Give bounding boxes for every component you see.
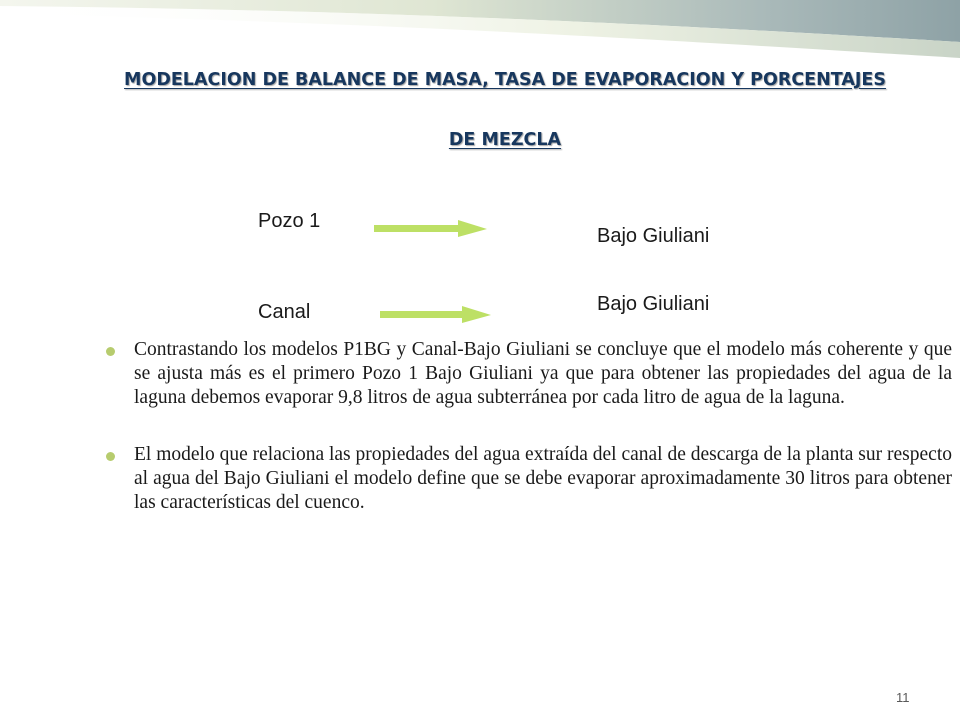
bullet-text: Contrastando los modelos P1BG y Canal-Bajo Giuliani se concluye que el modelo más coherente y que se ajusta más es el primero Pozo 1 Bajo Giuliani ya que para obtener las propiedades del agua de la laguna debemos evaporar 9,8 litros de agua subterránea por cada litro de agua de la laguna. (134, 339, 952, 408)
bullet-text: El modelo que relaciona las propiedades del agua extraída del canal de descarga de la planta sur respecto al agua del Bajo Giuliani el modelo define que se debe evaporar aproximadamente 30 litros para obtener las características del cuenco. (134, 444, 952, 513)
title-line-1: MODELACION DE BALANCE DE MASA, TASA DE EVAPORACION Y PORCENTAJES (124, 70, 886, 90)
bullet-dot-icon (106, 452, 115, 461)
bullet-list (106, 338, 952, 549)
arrow-right-icon (380, 305, 492, 325)
page-number: 11 (896, 690, 910, 705)
source-label-canal: Canal (258, 301, 311, 323)
bullet-item (106, 338, 952, 409)
bullet-dot-icon (106, 347, 115, 356)
title-line-2: DE MEZCLA (448, 130, 562, 150)
bullet-item (106, 443, 952, 514)
slide-title (60, 70, 950, 150)
target-label-bajo-giuliani-1: Bajo Giuliani (597, 225, 710, 247)
arrow-right-icon (374, 219, 488, 239)
source-label-pozo: Pozo 1 (258, 210, 321, 232)
target-label-bajo-giuliani-2: Bajo Giuliani (597, 293, 710, 315)
